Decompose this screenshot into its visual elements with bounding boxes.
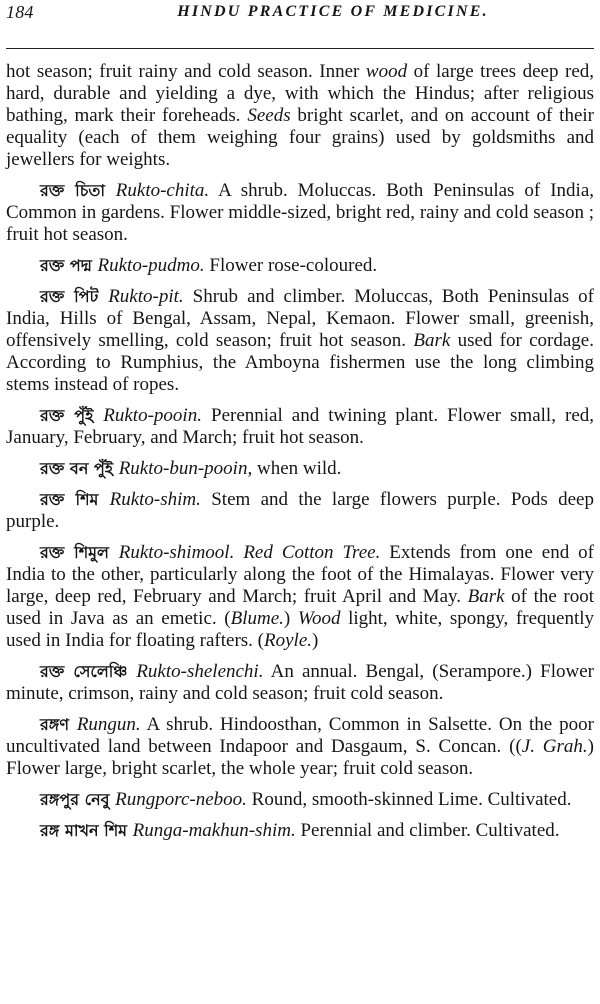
bengali-term: রঙ্গণ xyxy=(40,715,77,734)
romanized-term: Rukto-pit. xyxy=(108,286,184,307)
body-text: Shrub and climber. Moluccas, Both Peninsulas of India, Hills of Bengal, Assam, Nepal, Kemaon. Flower small, greenish, offensively smelling, cold season; fruit hot season. xyxy=(6,286,595,351)
italic-text: Royle. xyxy=(264,630,313,651)
glossary-entry xyxy=(6,405,594,449)
body-text: used for cordage. According to Rumphius, the Amboyna fishermen use the long climbing stems instead of ropes. xyxy=(6,330,594,395)
bengali-term: রঙ্গপুর নেবু xyxy=(40,790,116,809)
glossary-entry xyxy=(6,714,594,780)
page-header xyxy=(6,2,594,26)
page-number: 184 xyxy=(6,2,34,22)
glossary-entry xyxy=(6,661,594,705)
romanized-term: Runga-makhun-shim. xyxy=(132,820,296,841)
italic-text: Seeds xyxy=(247,105,291,126)
bengali-term: রক্ত বন পুঁই xyxy=(40,459,119,478)
header-rule xyxy=(6,48,594,49)
body-text: bright scarlet, and on account of their equality (each of them weighing four grains) used by goldsmiths and jewellers for weights. xyxy=(6,105,594,170)
italic-text: wood xyxy=(365,61,408,82)
italic-text: Wood xyxy=(297,608,341,629)
body-text: An annual. Bengal, (Serampore.) Flower minute, crimson, rainy and cold season; fruit cold season. xyxy=(6,661,594,704)
body-text: Stem and the large flowers purple. Pods deep purple. xyxy=(6,489,594,532)
body-text: Extends from one end of India to the other, particularly along the foot of the Himalayas. Flower very large, deep red, February and March; fruit April and May. xyxy=(6,542,595,607)
body-text: of large trees deep red, hard, durable and yielding a dye, with which the Hindus; after religious bathing, mark their foreheads. xyxy=(6,61,595,126)
body-text: light, white, spongy, frequently used in India for floating rafters. ( xyxy=(6,608,595,651)
italic-text: Bark xyxy=(413,330,451,351)
bengali-term: রঙ্গ মাখন শিম xyxy=(40,821,133,840)
glossary-entry xyxy=(6,820,594,842)
body-text: A shrub. Hindoosthan, Common in Salsette. On the poor uncultivated land between Indapoor and Dasgaum, S. Concan. (( xyxy=(6,714,594,757)
running-head: HINDU PRACTICE OF MEDICINE. xyxy=(177,3,489,20)
glossary-entry xyxy=(6,286,594,396)
romanized-term: Rungporc-neboo. xyxy=(115,789,247,810)
glossary-entry xyxy=(6,789,594,811)
romanized-term: Rukto-pooin. xyxy=(103,405,202,426)
body-text: when wild. xyxy=(252,458,342,479)
body-text xyxy=(234,542,243,563)
bengali-term: রক্ত পুঁই xyxy=(40,406,104,425)
romanized-term: Rukto-bun-pooin, xyxy=(118,458,253,479)
romanized-term: Rukto-shelenchi. xyxy=(136,661,264,682)
romanized-term: Rukto-shim. xyxy=(109,489,201,510)
bengali-term: রক্ত পিট xyxy=(40,287,109,306)
body-text: Perennial and twining plant. Flower small, red, January, February, and March; fruit hot season. xyxy=(6,405,595,448)
glossary-entry xyxy=(6,458,594,480)
bengali-term: রক্ত শিমুল xyxy=(40,543,119,562)
romanized-term: Rukto-shimool. xyxy=(118,542,235,563)
bengali-term: রক্ত পদ্ম xyxy=(40,256,98,275)
body-text: hot season; fruit rainy and cold season. Inner xyxy=(6,61,366,82)
bengali-term: রক্ত শিম xyxy=(40,490,110,509)
body-text: A shrub. Moluccas. Both Peninsulas of India, Common in gardens. Flower middle-sized, bright red, rainy and cold season ; fruit hot season. xyxy=(6,180,594,245)
italic-text: Red Cotton Tree. xyxy=(243,542,381,563)
body-text: Flower rose-coloured. xyxy=(204,255,378,276)
romanized-term: Rukto-pudmo. xyxy=(97,255,205,276)
italic-text: Blume. xyxy=(230,608,284,629)
body-text: ) xyxy=(312,630,319,651)
italic-text: Bark xyxy=(467,586,505,607)
bengali-term: রক্ত চিতা xyxy=(40,181,116,200)
glossary-entry xyxy=(6,255,594,277)
body-text: ) Flower large, bright scarlet, the whole year; fruit cold season. xyxy=(6,736,594,779)
glossary-entry xyxy=(6,542,594,652)
romanized-term: Rukto-chita. xyxy=(115,180,210,201)
body-text: Perennial and climber. Cultivated. xyxy=(295,820,560,841)
glossary-entry xyxy=(6,489,594,533)
glossary-entry xyxy=(6,180,594,246)
body-text: Round, smooth-skinned Lime. Cultivated. xyxy=(246,789,572,810)
romanized-term: Rungun. xyxy=(76,714,141,735)
bengali-term: রক্ত সেলেঞ্চি xyxy=(40,662,137,681)
body-text: of the root used in Java as an emetic. ( xyxy=(6,586,594,629)
continued-paragraph xyxy=(6,61,594,171)
italic-text: J. Grah. xyxy=(521,736,588,757)
body-text: ) xyxy=(283,608,298,629)
page-body xyxy=(6,61,594,842)
